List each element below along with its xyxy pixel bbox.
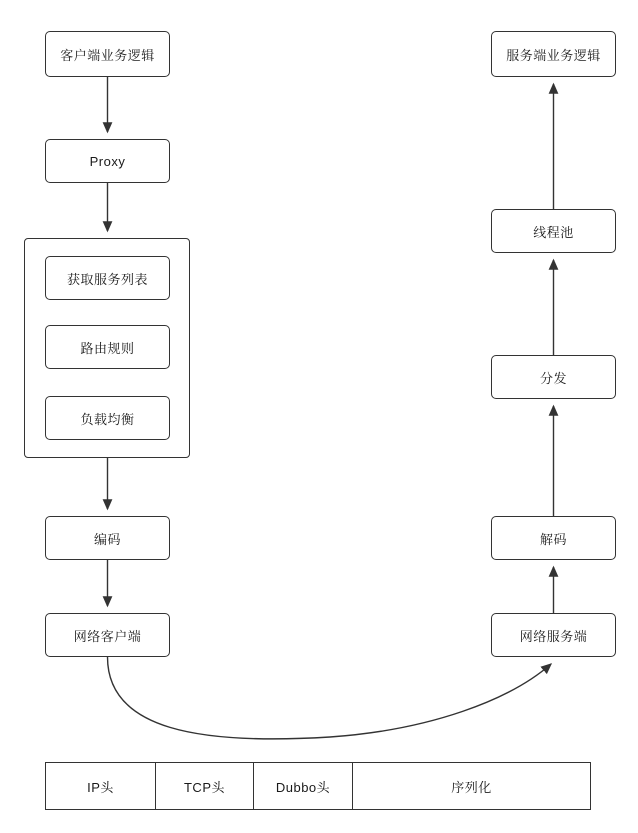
node-label: 解码 bbox=[539, 531, 567, 547]
node-get-service-list[interactable] bbox=[45, 256, 170, 300]
node-label: 网络服务端 bbox=[519, 628, 588, 644]
node-route-rule[interactable] bbox=[45, 325, 170, 369]
packet-cell-label: IP头 bbox=[87, 779, 114, 795]
node-label: Proxy bbox=[89, 153, 126, 169]
node-label: 编码 bbox=[93, 531, 121, 547]
edge-network-client-to-network-server bbox=[108, 657, 552, 739]
node-network-server[interactable] bbox=[491, 613, 616, 657]
node-dispatch[interactable] bbox=[491, 355, 616, 399]
packet-cell-tcp-header bbox=[156, 763, 254, 809]
node-label: 线程池 bbox=[533, 224, 574, 240]
packet-cell-label: TCP头 bbox=[183, 779, 225, 795]
packet-cell-label: Dubbo头 bbox=[275, 779, 331, 795]
node-thread-pool[interactable] bbox=[491, 209, 616, 253]
node-client-business-logic[interactable] bbox=[45, 31, 170, 77]
node-label: 分发 bbox=[539, 370, 567, 386]
node-encode[interactable] bbox=[45, 516, 170, 560]
node-label: 获取服务列表 bbox=[66, 271, 148, 287]
node-proxy[interactable] bbox=[45, 139, 170, 183]
node-label: 网络客户端 bbox=[73, 628, 142, 644]
node-server-business-logic[interactable] bbox=[491, 31, 616, 77]
node-decode[interactable] bbox=[491, 516, 616, 560]
node-label: 路由规则 bbox=[80, 340, 135, 356]
packet-cell-dubbo-header bbox=[254, 763, 353, 809]
packet-cell-serialization bbox=[353, 763, 590, 809]
node-network-client[interactable] bbox=[45, 613, 170, 657]
node-label: 负载均衡 bbox=[80, 411, 135, 427]
node-label: 客户端业务逻辑 bbox=[60, 47, 155, 63]
packet-cell-label: 序列化 bbox=[451, 779, 492, 795]
packet-structure-row bbox=[45, 762, 591, 810]
packet-cell-ip-header bbox=[46, 763, 156, 809]
node-load-balance[interactable] bbox=[45, 396, 170, 440]
node-label: 服务端业务逻辑 bbox=[506, 47, 601, 63]
